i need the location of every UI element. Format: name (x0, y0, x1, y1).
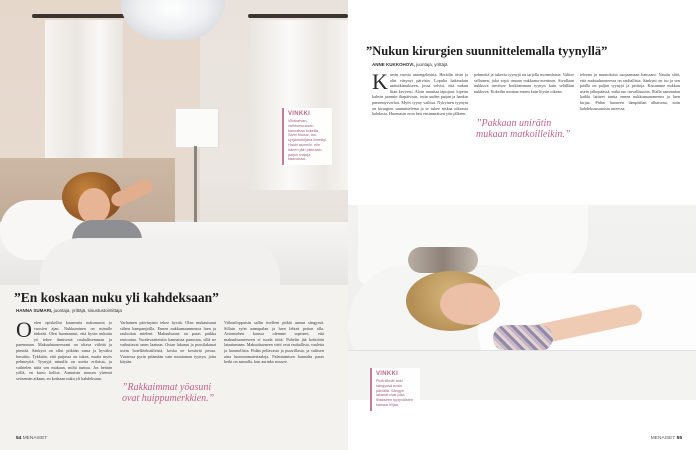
page-number: 54 (16, 436, 22, 441)
column-text: pehmeitä ja tukevia tyynyjä on tarjolla monenlaisia. Valitse sellainen, joka sopii omaan nukkuma-asentoon. Sivullaan nukkuva tarvitsee korkeamman tyynyn kuin selällään nukkuva. Kokeilin montaa ennen kuin löysin oikean. (474, 72, 574, 94)
drop-cap: K (372, 72, 388, 94)
folio-left (16, 436, 47, 441)
byline-name: HANNA SUMARI, (16, 308, 53, 313)
column-text: Viikonloppuisin sallin itselleni pitkät aamut sängyssä. Silloin syön aamupalan ja luen lehteä peiton alla. Aviomiehen kanssa olemme sopineet, että makuuhuoneeseen ei tuoda töitä. Puhelin jää keittiöön latautumaan. Makuuhuoneen värit ovat rauhallisia, vaaleita ja luonnollisia. Pidän pellavasta ja puuvillasta, ja valitsen aina luonnonmateriaaleja. Palautumisen kannalta paras hetki on aamulla, kun aurinko nousee. (224, 320, 324, 365)
right-page (348, 0, 696, 450)
article-headline-left: ”En koskaan nuku yli kahdeksaan” (14, 290, 219, 305)
body-column-2 (120, 320, 216, 378)
body-column-3 (224, 320, 324, 428)
byline-name: ANNE KUKKOHOVI, (372, 62, 415, 67)
column-text: olen opiskellut kauneutta nukumusta jo vuosien ajan. Nukkuminen on minulle tärkeää. Olen huomannut, että hyvin nukuttu yö tekee ihmisestä rauhallisemman ja paremman. Makuuhuoneessani on oltava viileää ja pimeää. Sänkyni on ollut pitkään sama ja hyväksi havaittu. Tykkään, että patjassa on tukea, mutta myös pehmeyttä. Tyynyjä minulla on useita erilaisia, ja vaihtelen niitä sen mukaan, miltä tuntuu. Jos herään yöllä, en katso kelloa. Aamuisin nousen yleensä seitsemän aikaan, en koskaan nuku yli kahdeksaan. (16, 320, 112, 381)
tip-title: VINKKI (288, 111, 311, 117)
body-column-1 (372, 72, 468, 200)
byline-role: juontaja, yrittäjä (416, 62, 448, 67)
byline-right (372, 62, 448, 67)
drop-cap: O (16, 320, 32, 342)
body-column-2 (474, 72, 574, 116)
cat (408, 247, 478, 273)
tip-title: VINKKI (376, 371, 399, 377)
body-column-1 (16, 320, 112, 428)
floor-lamp (175, 108, 219, 148)
pull-quote-left: ”Rakkaimmat yöasuni ovat huippumerkkien.” (122, 382, 215, 404)
tip-box-left (282, 108, 332, 165)
tip-box-right (370, 368, 420, 411)
column-text: ärsin vuosia uniongelmista. Heräilin öisin ja olin väsynyt päivisin. Lopulta hakeuduin unitutkimukseen, jossa selvisi, että nukun liian kevyesti. Aloin muuttaa tapojani: lopetin kahvin juonnin iltapäivisin, ostin uuden patjan ja hankin pimennysverhot. Myös tyyny vaihtui. Nykyinen tyynyni on kirurgien suunnittelema ja se tukee niskaa oikeasta kohdasta. Huomasin eron heti ensimmäisen yön jälkeen. (372, 72, 468, 117)
folio-right (651, 436, 682, 441)
body-column-3 (580, 72, 680, 200)
article-headline-right: ”Nukun kirurgien suunnittelemalla tyynyllä” (366, 44, 608, 58)
tip-text: Villakarvan-vaihtomuuksen kannattaa kokeilla Sami Moisio, lan-syrjäntutkijana ilmestyi. Hauki asumiin, niin hänen jäin pikkutalo paljon majoja kaavoissa. (288, 119, 328, 162)
byline-left (16, 308, 122, 313)
column-text: teleena ja muutoksiin suojaamaan kanssani. Nautin siitä, että makuuhuoneessa on rauhallista. Sänkyni on iso ja sen päällä on paljon tyynyjä ja peittoja. Kissamme nukkuu usein jalkopäässä, mikä tuo turvallisuutta. Illalla sammutan kaikki laitteet tuntia ennen nukkumaanmenoa ja luen kirjaa. Pidän huoneen lämpötilan alhaisena, noin kahdeksassatoista asteessa. (580, 72, 680, 111)
pull-quote-right: ”Pakkaan unirätin mukaan matkoilleikin.” (476, 118, 571, 140)
scarf (493, 325, 553, 351)
magazine-name: MENAISET (22, 436, 48, 441)
tip-text: Pidä silmät auki sängyssä ensin päivällä. Sängyn lakanat ovat joka lihakseen tyytyväisten kanssa hiljaa. (376, 379, 413, 407)
magazine-name: MENAISET (650, 436, 676, 441)
column-text: Varhainen päivärytmi tekee hyvää. Olen mukautunut siihen kampanjoilla. Ennen nukkumaanmenoa luen ja rauhoitan mieleni. Makuuhuone on paras paikka rentoutua. Vuodevaatteisiin kannattaa panostaa, sillä ne vaikuttavat unen laatuun. Ostan lakanat ja pussilakanat usein hotellitekstiileistä, koska ne kestävät pesua. Vuotessa pyrin pitämään vain muutaman tyynyn, joita käytän. (120, 320, 216, 365)
byline-role: juontaja, yrittäjä, sisustustoimittaja (53, 308, 122, 313)
page-number: 55 (676, 436, 682, 441)
